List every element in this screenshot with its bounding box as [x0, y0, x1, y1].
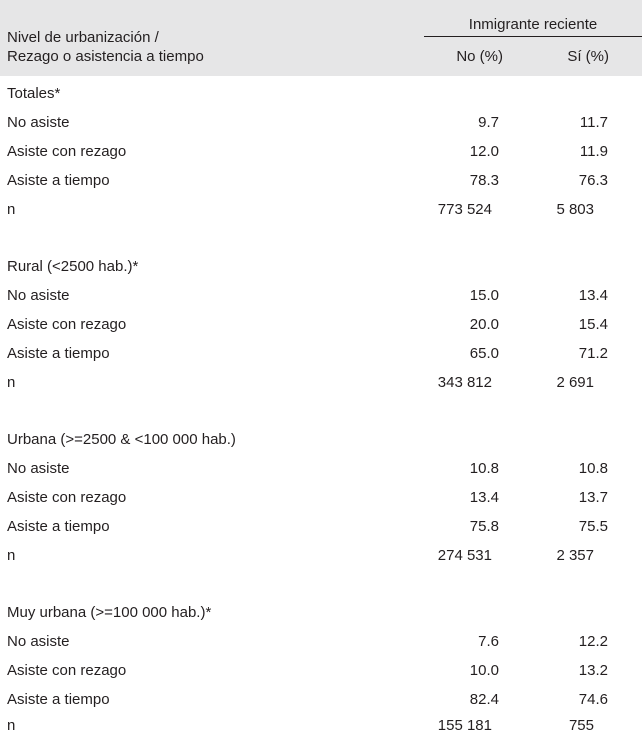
section-title: Muy urbana (>=100 000 hab.)* — [7, 604, 212, 621]
cell-no: 155 181 — [437, 717, 492, 734]
column-header-si: Sí (%) — [567, 48, 609, 65]
table-row — [0, 316, 642, 340]
row-label: n — [7, 717, 16, 734]
table-row — [0, 547, 642, 571]
cell-si: 11.7 — [579, 114, 608, 131]
table-row — [0, 143, 642, 167]
row-header-line1: Nivel de urbanización / — [7, 29, 159, 46]
cell-no: 20.0 — [469, 316, 499, 333]
row-label: Asiste con rezago — [7, 316, 127, 333]
table-row — [0, 489, 642, 513]
row-label: Asiste con rezago — [7, 143, 127, 160]
cell-no: 78.3 — [469, 172, 499, 189]
cell-no: 274 531 — [437, 547, 492, 564]
table-row — [0, 345, 642, 369]
table-row — [0, 518, 642, 542]
cell-no: 75.8 — [469, 518, 499, 535]
cell-si: 75.5 — [578, 518, 608, 535]
row-label: Asiste a tiempo — [7, 172, 110, 189]
table-header — [0, 0, 642, 76]
cell-si: 13.7 — [578, 489, 608, 506]
row-label: n — [7, 201, 16, 218]
cell-no: 773 524 — [437, 201, 492, 218]
table-row — [0, 460, 642, 484]
table-row — [0, 717, 642, 737]
cell-si: 13.2 — [578, 662, 608, 679]
section-title: Urbana (>=2500 & <100 000 hab.) — [7, 431, 236, 448]
row-label: No asiste — [7, 114, 70, 131]
cell-no: 7.6 — [478, 633, 499, 650]
row-header-label — [7, 28, 204, 66]
cell-si: 15.4 — [578, 316, 608, 333]
cell-no: 65.0 — [469, 345, 499, 362]
table-row — [0, 172, 642, 196]
row-header-line2: Rezago o asistencia a tiempo — [7, 48, 204, 65]
cell-no: 9.7 — [478, 114, 499, 131]
table-row — [0, 691, 642, 715]
section-title-row — [0, 604, 642, 628]
cell-no: 15.0 — [469, 287, 499, 304]
cell-no: 13.4 — [469, 489, 499, 506]
cell-si: 755 — [568, 717, 594, 734]
section-title-row — [0, 85, 642, 109]
cell-si: 71.2 — [578, 345, 608, 362]
row-label: Asiste a tiempo — [7, 518, 110, 535]
cell-no: 12.0 — [469, 143, 499, 160]
row-label: No asiste — [7, 633, 70, 650]
row-label: n — [7, 374, 16, 391]
row-label: No asiste — [7, 460, 70, 477]
cell-no: 343 812 — [437, 374, 492, 391]
cell-si: 5 803 — [556, 201, 594, 218]
table-row — [0, 662, 642, 686]
table-row — [0, 287, 642, 311]
column-group-rule — [424, 36, 642, 37]
cell-no: 10.8 — [469, 460, 499, 477]
cell-si: 12.2 — [578, 633, 608, 650]
table-row — [0, 633, 642, 657]
cell-si: 2 357 — [556, 547, 594, 564]
row-label: No asiste — [7, 287, 70, 304]
row-label: Asiste a tiempo — [7, 345, 110, 362]
row-label: Asiste con rezago — [7, 489, 127, 506]
row-label: Asiste a tiempo — [7, 691, 110, 708]
cell-no: 10.0 — [469, 662, 499, 679]
cell-si: 74.6 — [578, 691, 608, 708]
row-label: Asiste con rezago — [7, 662, 127, 679]
section-title-row — [0, 431, 642, 455]
table-row — [0, 374, 642, 398]
cell-si: 2 691 — [556, 374, 594, 391]
cell-si: 13.4 — [578, 287, 608, 304]
section-title: Rural (<2500 hab.)* — [7, 258, 139, 275]
column-group-title: Inmigrante reciente — [468, 16, 598, 33]
section-title-row — [0, 258, 642, 282]
table-row — [0, 114, 642, 138]
row-label: n — [7, 547, 16, 564]
cell-si: 10.8 — [578, 460, 608, 477]
cell-si: 76.3 — [578, 172, 608, 189]
column-header-no: No (%) — [456, 48, 503, 65]
table-row — [0, 201, 642, 225]
cell-no: 82.4 — [469, 691, 499, 708]
section-title: Totales* — [7, 85, 61, 102]
cell-si: 11.9 — [579, 143, 608, 160]
